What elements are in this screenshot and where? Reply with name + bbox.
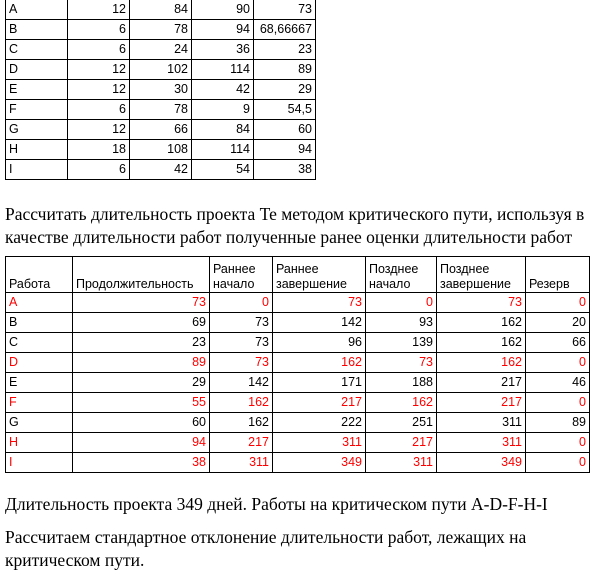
value-cell: 84	[192, 120, 254, 140]
value-cell: 108	[130, 140, 192, 160]
value-cell: 60	[73, 413, 210, 433]
task-name-cell: D	[6, 60, 68, 80]
value-cell: 0	[526, 293, 590, 313]
table-row	[6, 0, 316, 20]
task-name-cell: F	[6, 100, 68, 120]
value-cell: 73	[273, 293, 366, 313]
task-name-cell: F	[6, 393, 73, 413]
value-cell: 162	[210, 413, 273, 433]
column-header: Резерв	[526, 257, 590, 293]
value-cell: 38	[254, 160, 316, 180]
value-cell: 89	[254, 60, 316, 80]
task-name-cell: A	[6, 293, 73, 313]
value-cell: 349	[273, 453, 366, 473]
table-row	[6, 100, 316, 120]
task-name-cell: E	[6, 373, 73, 393]
task-name-cell: E	[6, 80, 68, 100]
value-cell: 9	[192, 100, 254, 120]
table-row	[6, 80, 316, 100]
value-cell: 54	[192, 160, 254, 180]
value-cell: 12	[68, 120, 130, 140]
value-cell: 68,66667	[254, 20, 316, 40]
result-paragraph: Длительность проекта 349 дней. Работы на критическом пути A-D-F-H-I	[5, 494, 548, 514]
value-cell: 29	[254, 80, 316, 100]
value-cell: 90	[192, 0, 254, 20]
critical-task-row	[6, 293, 590, 313]
value-cell: 46	[526, 373, 590, 393]
value-cell: 142	[210, 373, 273, 393]
value-cell: 222	[273, 413, 366, 433]
critical-task-row	[6, 353, 590, 373]
value-cell: 73	[210, 313, 273, 333]
task-name-cell: G	[6, 413, 73, 433]
task-name-cell: G	[6, 120, 68, 140]
value-cell: 38	[73, 453, 210, 473]
column-header: Работа	[6, 257, 73, 293]
value-cell: 73	[254, 0, 316, 20]
column-header: Раннее завершение	[273, 257, 366, 293]
estimates-table	[5, 0, 316, 180]
value-cell: 73	[210, 353, 273, 373]
value-cell: 42	[192, 80, 254, 100]
value-cell: 29	[73, 373, 210, 393]
task-name-cell: B	[6, 313, 73, 333]
task-name-cell: C	[6, 333, 73, 353]
table-row	[6, 20, 316, 40]
value-cell: 20	[526, 313, 590, 333]
column-header: Позднее завершение	[437, 257, 526, 293]
value-cell: 23	[254, 40, 316, 60]
value-cell: 12	[68, 60, 130, 80]
value-cell: 217	[437, 373, 526, 393]
value-cell: 217	[273, 393, 366, 413]
value-cell: 12	[68, 80, 130, 100]
value-cell: 23	[73, 333, 210, 353]
critical-path-table	[5, 256, 590, 473]
value-cell: 217	[210, 433, 273, 453]
value-cell: 12	[68, 0, 130, 20]
value-cell: 73	[73, 293, 210, 313]
value-cell: 0	[526, 393, 590, 413]
value-cell: 54,5	[254, 100, 316, 120]
task-name-cell: B	[6, 20, 68, 40]
value-cell: 162	[437, 333, 526, 353]
value-cell: 94	[254, 140, 316, 160]
value-cell: 139	[366, 333, 437, 353]
value-cell: 73	[366, 353, 437, 373]
next-step-paragraph: Рассчитаем стандартное отклонение длительности работ, лежащих на критическом пути.	[5, 527, 527, 570]
value-cell: 55	[73, 393, 210, 413]
value-cell: 73	[210, 333, 273, 353]
value-cell: 6	[68, 160, 130, 180]
value-cell: 162	[437, 313, 526, 333]
value-cell: 251	[366, 413, 437, 433]
value-cell: 311	[366, 453, 437, 473]
value-cell: 78	[130, 20, 192, 40]
task-name-cell: H	[6, 433, 73, 453]
table-row	[6, 40, 316, 60]
value-cell: 311	[273, 433, 366, 453]
table-row	[6, 413, 590, 433]
value-cell: 217	[366, 433, 437, 453]
critical-task-row	[6, 393, 590, 413]
table-row	[6, 313, 590, 333]
task-name-cell: I	[6, 160, 68, 180]
value-cell: 93	[366, 313, 437, 333]
value-cell: 73	[437, 293, 526, 313]
value-cell: 42	[130, 160, 192, 180]
value-cell: 66	[130, 120, 192, 140]
table-row	[6, 333, 590, 353]
value-cell: 6	[68, 40, 130, 60]
value-cell: 0	[210, 293, 273, 313]
value-cell: 102	[130, 60, 192, 80]
value-cell: 96	[273, 333, 366, 353]
value-cell: 94	[73, 433, 210, 453]
value-cell: 60	[254, 120, 316, 140]
value-cell: 24	[130, 40, 192, 60]
value-cell: 69	[73, 313, 210, 333]
value-cell: 217	[437, 393, 526, 413]
value-cell: 6	[68, 100, 130, 120]
column-header: Продолжительность	[73, 257, 210, 293]
value-cell: 89	[73, 353, 210, 373]
value-cell: 162	[366, 393, 437, 413]
task-name-cell: D	[6, 353, 73, 373]
table-row	[6, 120, 316, 140]
value-cell: 162	[210, 393, 273, 413]
value-cell: 18	[68, 140, 130, 160]
value-cell: 0	[526, 453, 590, 473]
value-cell: 6	[68, 20, 130, 40]
table-row	[6, 140, 316, 160]
value-cell: 114	[192, 60, 254, 80]
task-name-cell: I	[6, 453, 73, 473]
value-cell: 114	[192, 140, 254, 160]
value-cell: 162	[437, 353, 526, 373]
value-cell: 311	[210, 453, 273, 473]
value-cell: 0	[526, 433, 590, 453]
table-row	[6, 160, 316, 180]
value-cell: 162	[273, 353, 366, 373]
value-cell: 188	[366, 373, 437, 393]
critical-task-row	[6, 453, 590, 473]
value-cell: 0	[526, 353, 590, 373]
value-cell: 36	[192, 40, 254, 60]
value-cell: 84	[130, 0, 192, 20]
task-name-cell: C	[6, 40, 68, 60]
value-cell: 89	[526, 413, 590, 433]
value-cell: 78	[130, 100, 192, 120]
task-paragraph: Рассчитать длительность проекта Te методом критического пути, используя в качестве длительности работ полученные ранее оценки длительности работ	[5, 204, 585, 247]
value-cell: 66	[526, 333, 590, 353]
table-row	[6, 60, 316, 80]
value-cell: 0	[366, 293, 437, 313]
value-cell: 349	[437, 453, 526, 473]
value-cell: 171	[273, 373, 366, 393]
task-name-cell: A	[6, 0, 68, 20]
column-header: Раннее начало	[210, 257, 273, 293]
value-cell: 94	[192, 20, 254, 40]
value-cell: 30	[130, 80, 192, 100]
value-cell: 311	[437, 433, 526, 453]
value-cell: 311	[437, 413, 526, 433]
task-name-cell: H	[6, 140, 68, 160]
critical-task-row	[6, 433, 590, 453]
table-row	[6, 373, 590, 393]
column-header: Позднее начало	[366, 257, 437, 293]
value-cell: 142	[273, 313, 366, 333]
